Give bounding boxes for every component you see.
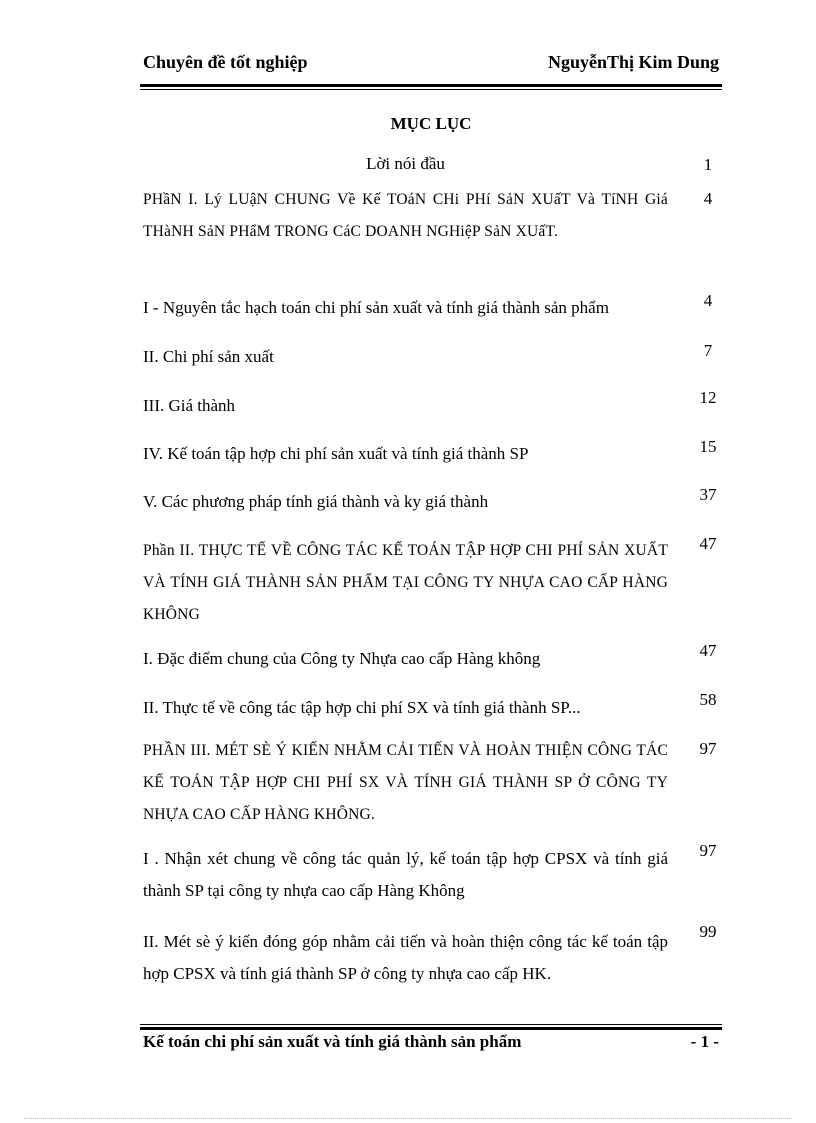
toc-entry-part-2: Phần II. THỰC TẾ VỀ CÔNG TÁC KẾ TOÁN TẬP HỢP CHI PHÍ SẢN XUẤT VÀ TÍNH GIÁ THÀNH SẢN PHẨM TẠI CÔNG TY NHỰA CAO CẤP HÀNG KHÔNG [143,542,668,623]
toc-entry-part-2-section-2: II. Thực tế về công tác tập hợp chi phí SX và tính giá thành SP... [143,698,581,717]
toc-entry-part-3-section-1: I . Nhận xét chung về công tác quản lý, kế toán tập hợp CPSX và tính giá thành SP tại công ty nhựa cao cấp Hàng Không [143,849,668,900]
page-bottom-border [24,1118,792,1119]
toc-entry-part-1-section-1: I - Nguyên tắc hạch toán chi phí sản xuất và tính giá thành sản phẩm [143,298,609,317]
toc-page-part-1: 4 [703,189,713,208]
header-rule-thick [140,84,722,87]
header-document-type: Chuyên đề tốt nghiệp [143,52,308,72]
toc-page-part-1-section-5: 37 [699,485,717,504]
toc-page-part-1-section-3: 12 [699,388,717,407]
page-header [143,52,719,78]
toc-title: MỤC LỤC [390,114,472,133]
toc-entry-part-1-section-3: III. Giá thành [143,396,236,415]
toc-page-part-3-section-2: 99 [699,922,717,941]
toc-entry-part-1-section-5: V. Các phương pháp tính giá thành và ky giá thành [143,492,489,511]
toc-entry-part-1-section-4: IV. Kế toán tập hợp chi phí sản xuất và tính giá thành SP [143,444,529,463]
footer-document-title: Kế toán chi phí sản xuất và tính giá thành sản phẩm [143,1032,522,1051]
footer-rule-thin [140,1024,722,1025]
toc-entry-part-3-section-2: II. Mét sè ý kiến đóng góp nhằm cải tiến và hoàn thiện công tác kế toán tập hợp CPSX và tính giá thành SP ở công ty nhựa cao cấp HK. [143,932,668,983]
footer-rule-thick [140,1027,722,1030]
page-footer [143,1032,719,1056]
toc-page-part-2-section-2: 58 [699,690,717,709]
toc-page-part-3-section-1: 97 [699,841,717,860]
footer-page-number: - 1 - [690,1032,719,1051]
toc-entry-part-3: PHẦN III. MÉT SÈ Ý KIẾN NHẰM CẢI TIẾN VÀ HOÀN THIỆN CÔNG TÁC KẾ TOÁN TẬP HỢP CHI PHÍ SX VÀ TÍNH GIÁ THÀNH SP Ở CÔNG TY NHỰA CAO CẤP HÀNG KHÔNG. [143,742,668,823]
toc-page-preface: 1 [703,155,713,174]
toc-page-part-2: 47 [699,534,717,553]
toc-page-part-2-section-1: 47 [699,641,717,660]
toc-page-part-3: 97 [699,739,717,758]
toc-entry-part-2-section-1: I. Đặc điểm chung của Công ty Nhựa cao cấp Hàng không [143,649,541,668]
toc-entry-part-1-section-2: II. Chi phí sản xuất [143,347,274,366]
toc-page-part-1-section-4: 15 [699,437,717,456]
header-author: NguyễnThị Kim Dung [547,52,719,72]
toc-page-part-1-section-2: 7 [703,341,713,360]
toc-page-part-1-section-1: 4 [703,291,713,310]
toc-entry-part-1: PHầN I. Lý LUậN CHUNG Về Kế TOáN CHi PHí SảN XUấT Và TíNH Giá THàNH SảN PHẩM TRONG CáC DOANH NGHiệP SảN XUấT. [143,191,668,240]
toc-entry-preface: Lời nói đầu [366,154,445,173]
header-rule-thin [140,89,722,90]
